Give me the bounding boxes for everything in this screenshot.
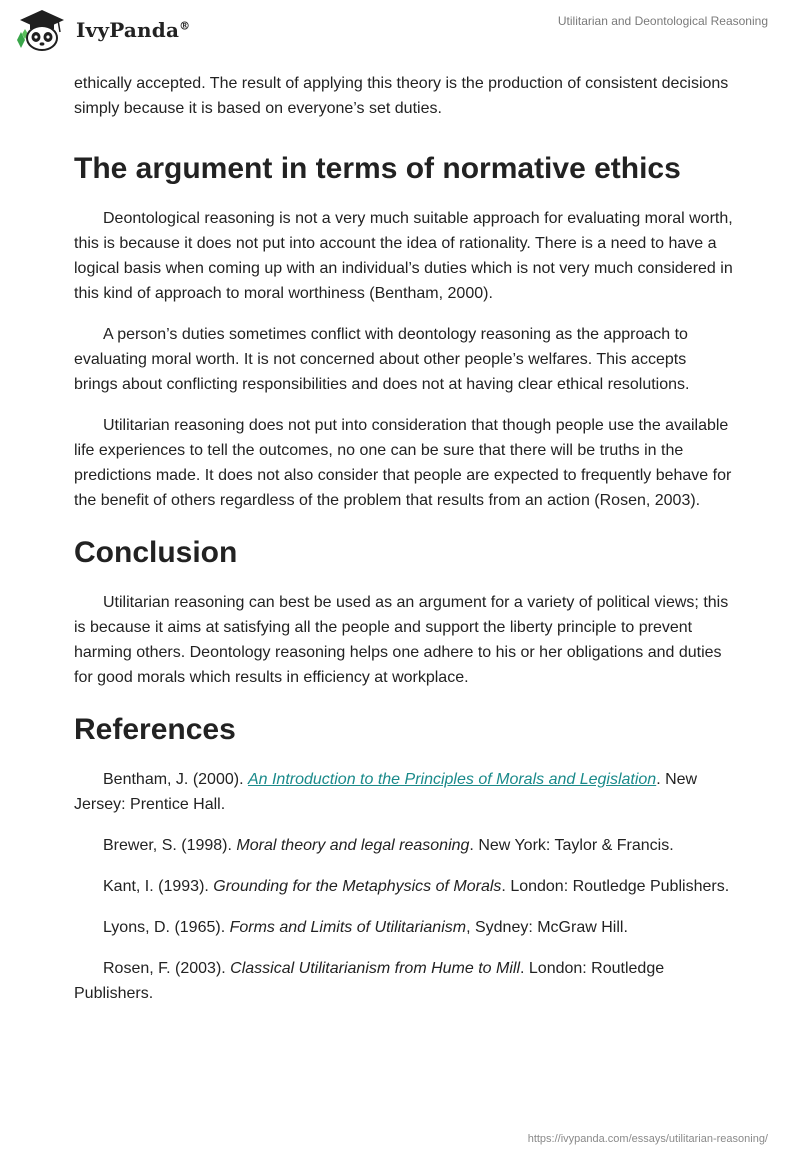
page-header — [0, 0, 800, 70]
document-title: Utilitarian and Deontological Reasoning — [557, 14, 768, 28]
reference-title: Grounding for the Metaphysics of Morals — [213, 878, 502, 895]
normative-paragraph: Utilitarian reasoning does not put into consideration that though people use the available life experiences to tell the outcomes, no one can be sure that there will be truths in the predictions made. It does not also consider that people are expected to frequently behave for the benefit of others regardless of the problem that results from an action (Rosen, 2003). — [74, 417, 732, 509]
panda-logo-icon — [14, 8, 70, 52]
intro-paragraph: ethically accepted. The result of applying this theory is the production of consistent decisions simply because it is based on everyone’s set duties. — [74, 75, 729, 117]
reference-item: Rosen, F. (2003). Classical Utilitarianism from Hume to Mill. London: Routledge Publishers. — [74, 960, 665, 1002]
reference-title: Forms and Limits of Utilitarianism — [229, 919, 467, 936]
reference-link[interactable]: An Introduction to the Principles of Morals and Legislation — [247, 771, 657, 788]
brand-logo[interactable] — [14, 8, 190, 52]
reference-item: Kant, I. (1993). Grounding for the Metaphysics of Morals. London: Routledge Publishers. — [103, 878, 730, 895]
brand-name: IvyPanda® — [76, 18, 191, 42]
reference-item: Lyons, D. (1965). Forms and Limits of Utilitarianism, Sydney: McGraw Hill. — [103, 919, 628, 936]
normative-paragraph: A person’s duties sometimes conflict with deontology reasoning as the approach to evaluating moral worth. It is not concerned about other people’s welfares. This accepts brings about conflicting responsibilities and does not at having clear ethical resolutions. — [74, 326, 690, 393]
reference-item: Brewer, S. (1998). Moral theory and legal reasoning. New York: Taylor & Francis. — [103, 837, 674, 854]
section-heading-normative: The argument in terms of normative ethics — [74, 152, 681, 185]
reference-title: Moral theory and legal reasoning — [236, 837, 470, 854]
conclusion-paragraph: Utilitarian reasoning can best be used as an argument for a variety of political views; this is because it aims at satisfying all the people and support the liberty principle to prevent harming others. Deontology reasoning helps one adhere to his or her obligations and duties for good morals which results in efficiency at workplace. — [74, 594, 729, 686]
essay-content — [74, 71, 734, 1006]
footer-url[interactable]: https://ivypanda.com/essays/utilitarian-reasoning/ — [527, 1133, 768, 1145]
section-heading-references: References — [74, 713, 236, 746]
reference-title: Classical Utilitarianism from Hume to Mill — [230, 960, 520, 977]
section-heading-conclusion: Conclusion — [74, 536, 238, 569]
normative-paragraph: Deontological reasoning is not a very much suitable approach for evaluating moral worth, this is because it does not put into account the idea of rationality. There is a need to have a logical basis when coming up with an individual’s duties which is not very much considered in this kind of approach to moral worthiness (Bentham, 2000). — [74, 210, 733, 302]
reference-item: Bentham, J. (2000). An Introduction to the Principles of Morals and Legislation. New Jersey: Prentice Hall. — [74, 771, 698, 813]
